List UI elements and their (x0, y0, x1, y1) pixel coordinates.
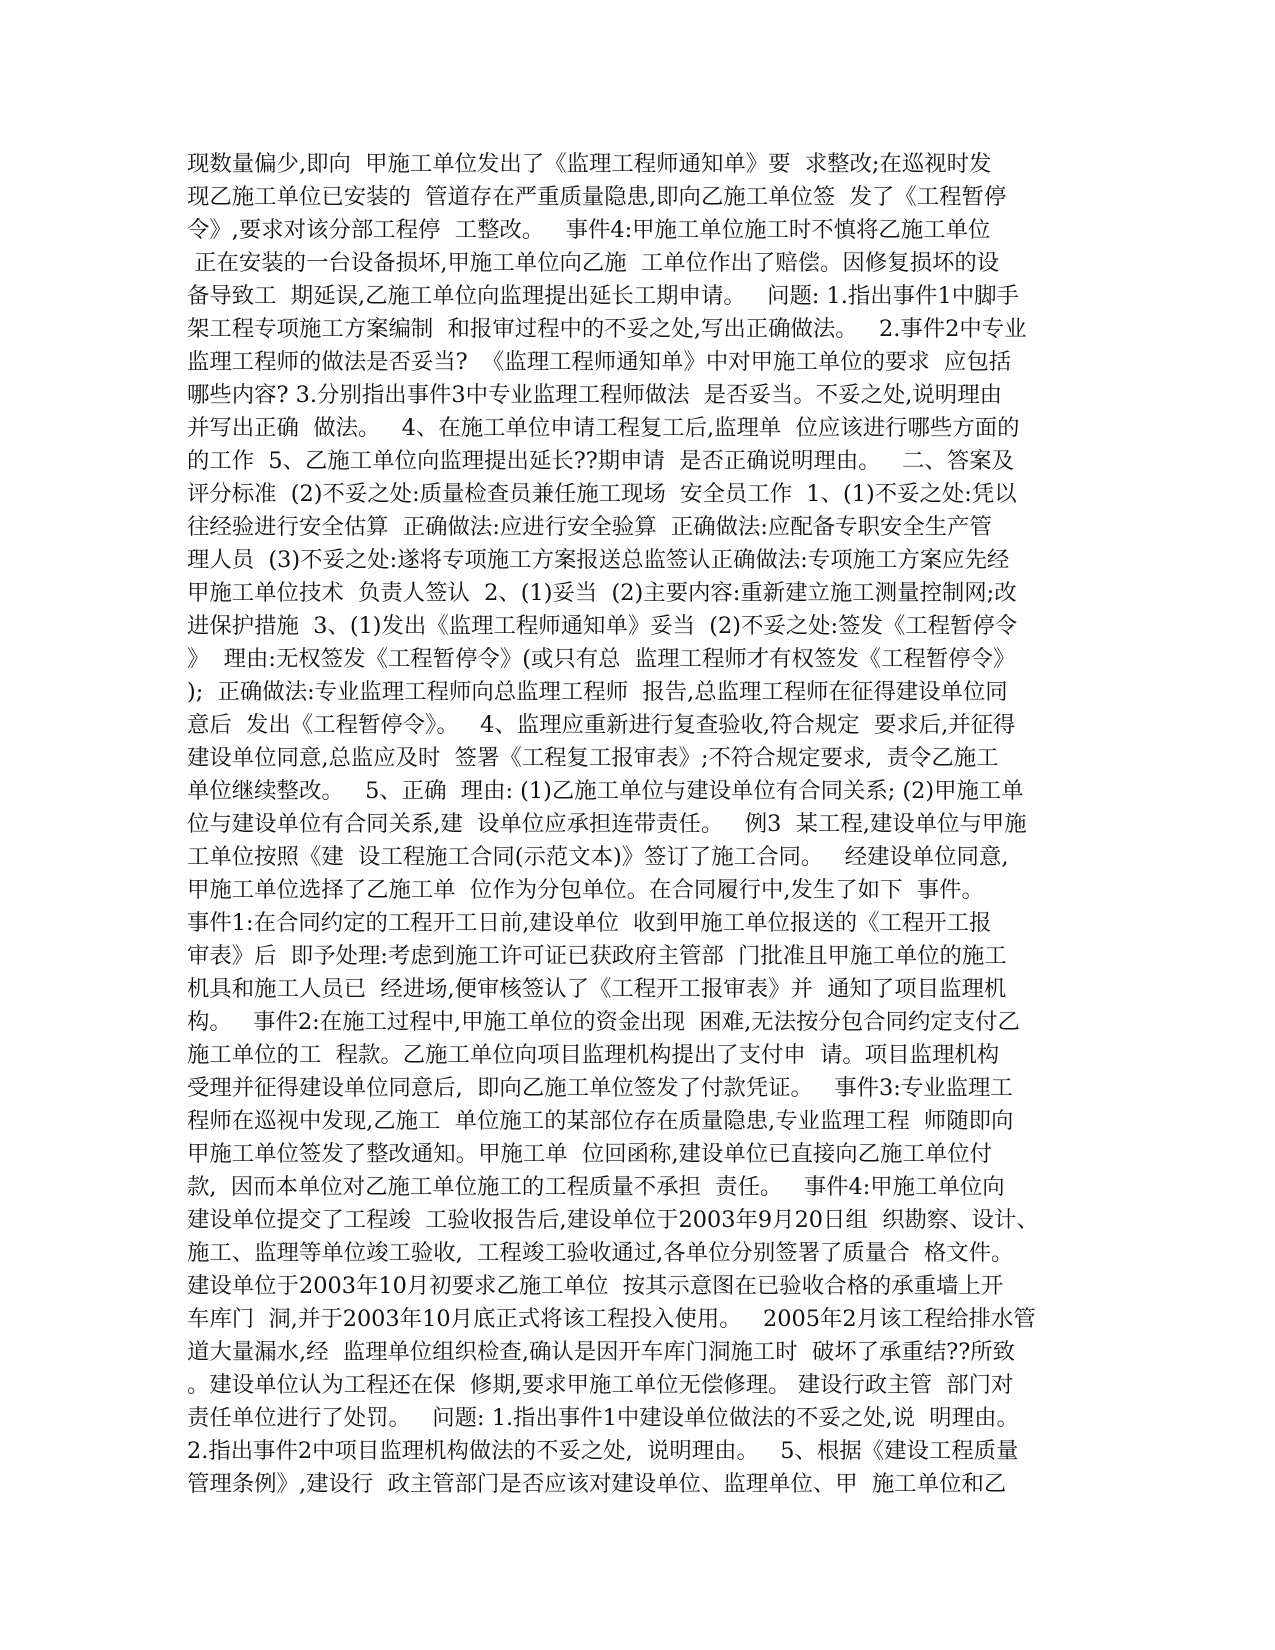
text-line: 单位继续整改。 5、正确 理由: (1)乙施工单位与建设单位有合同关系; (2)甲施工单 (187, 778, 1024, 804)
text-line: 建设单位同意,总监应及时 签署《工程复工报审表》;不符合规定要求, 责令乙施工 (187, 745, 999, 771)
text-line: 理人员 (3)不妥之处:遂将专项施工方案报送总监签认正确做法:专项施工方案应先经 (187, 547, 1010, 573)
text-line: 施工单位的工 程款。乙施工单位向项目监理机构提出了支付申 请。项目监理机构 (187, 1042, 1000, 1068)
text-line: 甲施工单位签发了整改通知。甲施工单 位回函称,建设单位已直接向乙施工单位付 (187, 1141, 993, 1167)
text-line: 现乙施工单位已安装的 管道存在严重质量隐患,即向乙施工单位签 发了《工程暂停 (187, 184, 1007, 210)
text-line: 甲施工单位技术 负责人签认 2、(1)妥当 (2)主要内容:重新建立施工测量控制网;改 (187, 580, 1017, 606)
text-line: 备导致工 期延误,乙施工单位向监理提出延长工期申请。 问题: 1.指出事件1中脚手 (187, 283, 1019, 309)
body-text (187, 148, 1087, 1501)
text-line: 机具和施工人员已 经进场,便审核签认了《工程开工报审表》并 通知了项目监理机 (187, 976, 1007, 1002)
text-line: 意后 发出《工程暂停令》。 4、监理应重新进行复查验收,符合规定 要求后,并征得 (187, 712, 1016, 738)
text-line: 架工程专项施工方案编制 和报审过程中的不妥之处,写出正确做法。 2.事件2中专业 (187, 316, 1027, 342)
text-line: 建设单位提交了工程竣 工验收报告后,建设单位于2003年9月20日组 织勘察、设计、 (187, 1207, 1039, 1233)
text-line: 现数量偏少,即向 甲施工单位发出了《监理工程师通知单》要 求整改;在巡视时发 (187, 151, 992, 177)
text-line: 受理并征得建设单位同意后, 即向乙施工单位签发了付款凭证。 事件3:专业监理工 (187, 1075, 1013, 1101)
text-line: 。建设单位认为工程还在保 修期,要求甲施工单位无偿修理。 建设行政主管 部门对 (187, 1372, 1014, 1398)
text-line: 道大量漏水,经 监理单位组织检查,确认是因开车库门洞施工时 破坏了承重结??所致 (187, 1339, 1015, 1365)
text-line: 施工、监理等单位竣工验收, 工程竣工验收通过,各单位分别签署了质量合 格文件。 (187, 1240, 1014, 1266)
text-line: 甲施工单位选择了乙施工单 位作为分包单位。在合同履行中,发生了如下 事件。 (187, 877, 984, 903)
text-line: 工单位按照《建 设工程施工合同(示范文本)》签订了施工合同。 经建设单位同意, (187, 844, 1009, 870)
text-line: 正在安装的一台设备损坏,甲施工单位向乙施 工单位作出了赔偿。因修复损坏的设 (187, 250, 1000, 276)
text-line: 评分标准 (2)不妥之处:质量检查员兼任施工现场 安全员工作 1、(1)不妥之处:凭以 (187, 481, 1017, 507)
text-line: 责任单位进行了处罚。 问题: 1.指出事件1中建设单位做法的不妥之处,说 明理由。 (187, 1405, 1019, 1431)
text-line: 并写出正确 做法。 4、在施工单位申请工程复工后,监理单 位应该进行哪些方面的 (187, 415, 1020, 441)
text-line: 》 理由:无权签发《工程暂停令》(或只有总 监理工程师才有权签发《工程暂停令》 (187, 646, 1016, 672)
text-line: 事件1:在合同约定的工程开工日前,建设单位 收到甲施工单位报送的《工程开工报 (187, 910, 992, 936)
text-line: 车库门 洞,并于2003年10月底正式将该工程投入使用。 2005年2月该工程给排水管 (187, 1306, 1036, 1332)
text-line: 哪些内容? 3.分别指出事件3中专业监理工程师做法 是否妥当。不妥之处,说明理由 (187, 382, 1002, 408)
text-line: 位与建设单位有合同关系,建 设单位应承担连带责任。 例3 某工程,建设单位与甲施 (187, 811, 1027, 837)
text-line: 款, 因而本单位对乙施工单位施工的工程质量不承担 责任。 事件4:甲施工单位向 (187, 1174, 1005, 1200)
text-line: 往经验进行安全估算 正确做法:应进行安全验算 正确做法:应配备专职安全生产管 (187, 514, 992, 540)
text-line: 程师在巡视中发现,乙施工 单位施工的某部位存在质量隐患,专业监理工程 师随即向 (187, 1108, 1014, 1134)
text-line: 的工作 5、乙施工单位向监理提出延长??期申请 是否正确说明理由。 二、答案及 (187, 448, 1014, 474)
text-line: 建设单位于2003年10月初要求乙施工单位 按其示意图在已验收合格的承重墙上开 (187, 1273, 1004, 1299)
text-line: 构。 事件2:在施工过程中,甲施工单位的资金出现 困难,无法按分包合同约定支付乙 (187, 1009, 1020, 1035)
text-line: 管理条例》,建设行 政主管部门是否应该对建设单位、监理单位、甲 施工单位和乙 (187, 1471, 1007, 1497)
text-line: 监理工程师的做法是否妥当? 《监理工程师通知单》中对甲施工单位的要求 应包括 (187, 349, 1012, 375)
text-line: ); 正确做法:专业监理工程师向总监理工程师 报告,总监理工程师在征得建设单位同 (187, 679, 1008, 705)
text-line: 进保护措施 3、(1)发出《监理工程师通知单》妥当 (2)不妥之处:签发《工程暂停令 (187, 613, 1018, 639)
text-line: 令》,要求对该分部工程停 工整改。 事件4:甲施工单位施工时不慎将乙施工单位 (187, 217, 991, 243)
text-line: 2.指出事件2中项目监理机构做法的不妥之处, 说明理由。 5、根据《建设工程质量 (187, 1438, 1019, 1464)
text-line: 审表》后 即予处理:考虑到施工许可证已获政府主管部 门批准且甲施工单位的施工 (187, 943, 1007, 969)
